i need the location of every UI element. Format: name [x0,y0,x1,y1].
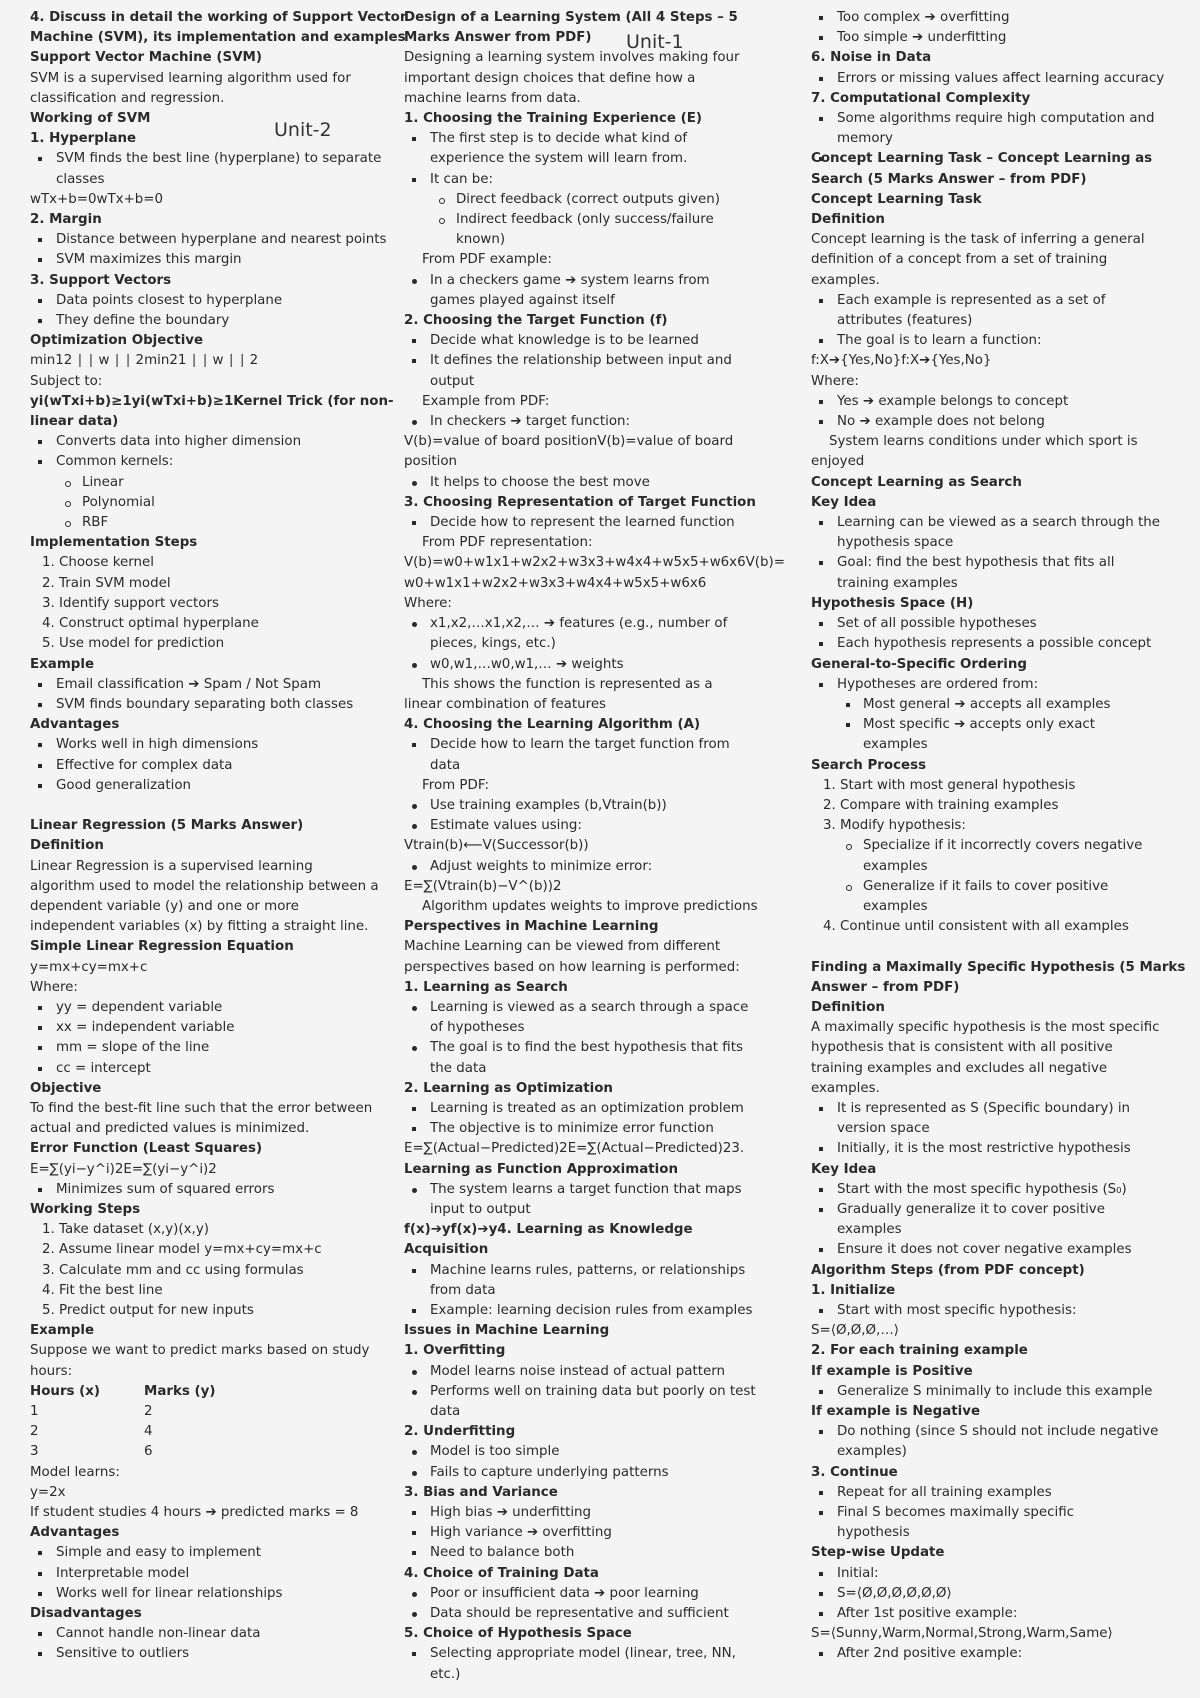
continuation-line: games played against itself [430,292,615,308]
paragraph-line: min12 ∣ ∣ w ∣ ∣ 2min21 ∣ ∣ w ∣ ∣ 2 [30,353,259,369]
paragraph-line: E=∑(Vtrain(b)−V^(b))2 [404,878,562,894]
bullet-item: Model is too simple [404,1442,764,1462]
paragraph-line: perspectives based on how learning is performed: [404,959,740,975]
heading: Search Process [811,757,927,773]
column-middle [404,8,785,1685]
indented-line: Example from PDF: [422,393,550,409]
bullet-item: They define the boundary [30,311,390,331]
heading: 3. Choosing Representation of Target Function [404,494,756,510]
paragraph-line: Machine Learning can be viewed from different [404,939,721,955]
bullet-item: Selecting appropriate model (linear, tree, NN, [404,1644,764,1664]
heading: Definition [30,838,104,854]
bullet-item: Goal: find the best hypothesis that fits all [811,553,1181,573]
paragraph-line: w0+w1x1+w2x2+w3x3+w4x4+w5x5+w6x6 [404,575,707,591]
table-cell: Hours (x) [30,1383,101,1399]
bullet-item: It helps to choose the best move [404,473,764,493]
paragraph-line: V(b)=w0+w1x1+w2x2+w3x3+w4x4+w5x5+w6x6V(b)= [404,555,785,571]
continuation-line: experience the system will learn from. [430,151,688,167]
paragraph-line: machine learns from data. [404,90,581,106]
heading: 1. Initialize [811,1282,896,1298]
bullet-item: The objective is to minimize error function [404,1119,764,1139]
sub-bullet-item: Direct feedback (correct outputs given) [404,190,764,210]
heading: 3. Bias and Variance [404,1484,558,1500]
continuation-line: of hypotheses [430,1020,525,1036]
numbered-item: 5. Use model for prediction [42,636,225,652]
heading: Algorithm Steps (from PDF concept) [811,1262,1085,1278]
numbered-item: 2. Assume linear model y=mx+cy=mx+c [42,1242,322,1258]
bullet-item: Hypotheses are ordered from: [811,675,1181,695]
paragraph-line: Subject to: [30,373,103,389]
paragraph-line: Concept learning is the task of inferring a general [811,232,1145,248]
spacer [30,796,390,816]
heading: Acquisition [404,1242,489,1258]
continuation-line: training examples [837,575,958,591]
paragraph-line: wTx+b=0wTx+b=0 [30,191,164,207]
paragraph-line: Linear Regression is a supervised learning [30,858,313,874]
paragraph-line: Model learns: [30,1464,120,1480]
bullet-item: mm = slope of the line [30,1038,390,1058]
bullet-item: Initially, it is the most restrictive hypothesis [811,1139,1181,1159]
heading: 3. Continue [811,1464,898,1480]
numbered-item: 2. Train SVM model [42,575,171,591]
continuation-line: known) [456,232,506,248]
bullet-item: SVM finds the best line (hyperplane) to separate [30,149,390,169]
paragraph-line: independent variables (x) by fitting a straight line. [30,919,369,935]
bullet-item: Decide what knowledge is to be learned [404,331,764,351]
bullet-item: Email classification ➔ Spam / Not Spam [30,675,390,695]
heading: 1. Learning as Search [404,979,568,995]
numbered-item: 3. Calculate mm and cc using formulas [42,1262,304,1278]
heading: Linear Regression (5 Marks Answer) [30,818,304,834]
bullet-item: Decide how to learn the target function from [404,735,764,755]
continuation-line: memory [837,131,893,147]
sub-bullet-item: Most specific ➔ accepts only exact [811,715,1181,735]
indented-line: This shows the function is represented as a [422,676,713,692]
heading: Concept Learning Task [811,191,982,207]
heading: If example is Negative [811,1404,981,1419]
heading: linear data) [30,414,119,430]
paragraph-line: S=⟨Sunny,Warm,Normal,Strong,Warm,Same⟩ [811,1626,1113,1642]
heading: 6. Noise in Data [811,50,932,66]
sub-bullet-item: Specialize if it incorrectly covers negative [811,836,1181,856]
bullet-item: Works well for linear relationships [30,1584,390,1604]
bullet-item: Set of all possible hypotheses [811,614,1181,634]
bullet-item: xx = independent variable [30,1018,390,1038]
bullet-item: Use training examples (b,Vtrain(b)) [404,796,764,816]
heading: Implementation Steps [30,535,198,551]
bullet-item: After 2nd positive example: [811,1644,1181,1664]
continuation-line: version space [837,1121,930,1137]
bullet-item: w0,w1,…w0,w1,… ➔ weights [404,655,764,675]
heading: 2. Margin [30,212,102,228]
heading: Issues in Machine Learning [404,1323,610,1339]
spacer [811,937,1181,957]
paragraph-line: examples. [811,1080,880,1096]
bullet-item: Sensitive to outliers [30,1644,390,1664]
bullet-item: Minimizes sum of squared errors [30,1180,390,1200]
bullet-item: It defines the relationship between input and [404,351,764,371]
bullet-item: Initial: [811,1564,1181,1584]
heading: Definition [811,999,885,1015]
heading: Objective [30,1080,102,1096]
bullet-item: Too complex ➔ overfitting [811,8,1181,28]
heading: 1. Hyperplane [30,131,137,147]
heading: Finding a Maximally Specific Hypothesis (5 Marks [811,959,1186,975]
heading: General-to-Specific Ordering [811,656,1027,672]
heading: Perspectives in Machine Learning [404,919,659,935]
bullet-item: High bias ➔ underfitting [404,1503,764,1523]
bullet-item: Fails to capture underlying patterns [404,1463,764,1483]
heading: Disadvantages [30,1606,142,1622]
bullet-item: Final S becomes maximally specific [811,1503,1181,1523]
heading: Search (5 Marks Answer – from PDF) [811,171,1087,187]
continuation-line: the data [430,1060,487,1076]
paragraph-line: important design choices that define how a [404,70,696,86]
heading: 1. Overfitting [404,1343,506,1359]
paragraph-line: enjoyed [811,454,865,470]
bullet-item: Errors or missing values affect learning accuracy [811,69,1181,89]
indented-line: From PDF representation: [422,535,593,551]
heading: Working of SVM [30,111,151,127]
heading: Machine (SVM), its implementation and examples [30,30,406,46]
paragraph-line: hours: [30,1363,73,1379]
paragraph-line: position [404,454,458,470]
table-cell: 6 [144,1444,153,1460]
numbered-item: 3. Modify hypothesis: [823,818,966,834]
heading: 1. Choosing the Training Experience (E) [404,111,702,127]
heading: Support Vector Machine (SVM) [30,50,263,66]
heading: 5. Choice of Hypothesis Space [404,1626,632,1642]
unit-label-1: Unit-1 [626,31,684,53]
unit-label-2: Unit-2 [274,119,332,141]
paragraph-line: If student studies 4 hours ➔ predicted marks = 8 [30,1505,359,1521]
continuation-line: from data [430,1282,496,1298]
heading: Concept Learning as Search [811,474,1022,490]
bullet-item: The first step is to decide what kind of [404,129,764,149]
bullet-item: Repeat for all training examples [811,1483,1181,1503]
table-cell: 1 [30,1404,39,1419]
continuation-line: output [430,373,475,389]
heading: Advantages [30,717,120,733]
indented-line: From PDF example: [422,252,552,268]
bullet-item: yy = dependent variable [30,998,390,1018]
heading: Answer – from PDF) [811,979,960,995]
bullet-item: Converts data into higher dimension [30,432,390,452]
heading: Simple Linear Regression Equation [30,939,294,955]
continuation-line: examples) [837,1444,907,1460]
bullet-item: Gradually generalize it to cover positive [811,1200,1181,1220]
column-left [30,8,407,1665]
heading: yi(wTxi+b)≥1yi(wTxi+b)≥1Kernel Trick (for non- [30,393,394,409]
table-row [30,1442,390,1462]
paragraph-line: V(b)=value of board positionV(b)=value of board [404,434,734,450]
sub-bullet-item: Linear [30,473,390,493]
bullet-item: Works well in high dimensions [30,735,390,755]
sub-bullet-item: Polynomial [30,493,390,513]
heading: 2. Learning as Optimization [404,1080,613,1096]
heading: Learning as Function Approximation [404,1161,678,1177]
bullet-item: The goal is to find the best hypothesis that fits [404,1038,764,1058]
sub-bullet-item: Generalize if it fails to cover positive [811,877,1181,897]
continuation-line: examples [837,1222,902,1238]
numbered-item: 4. Fit the best line [42,1282,163,1298]
sub-bullet-item: Most general ➔ accepts all examples [811,695,1181,715]
paragraph-line: S=⟨Ø,Ø,Ø,…⟩ [811,1323,899,1339]
heading: 3. Support Vectors [30,272,172,288]
heading: Concept Learning Task – Concept Learning as [811,151,1153,167]
bullet-item: The system learns a target function that maps [404,1180,764,1200]
bullet-item: S=⟨Ø,Ø,Ø,Ø,Ø,Ø⟩ [811,1584,1181,1604]
paragraph-line: Designing a learning system involves making four [404,50,740,66]
numbered-item: 4. Continue until consistent with all examples [823,919,1129,935]
table-cell: 2 [30,1424,39,1440]
bullet-item: Model learns noise instead of actual pattern [404,1362,764,1382]
bullet-item: Need to balance both [404,1543,764,1563]
bullet-item: Performs well on training data but poorly on test [404,1382,764,1402]
bullet-item: Do nothing (since S should not include negative [811,1422,1181,1442]
bullet-item: It can be: [404,170,764,190]
bullet-item: In a checkers game ➔ system learns from [404,271,764,291]
bullet-item: After 1st positive example: [811,1604,1181,1624]
paragraph-line: y=mx+cy=mx+c [30,959,148,975]
bullet-item: Decide how to represent the learned function [404,513,764,533]
heading: 4. Discuss in detail the working of Support Vector [30,10,407,25]
heading: Working Steps [30,1201,141,1217]
bullet-item: Yes ➔ example belongs to concept [811,392,1181,412]
continuation-line: data [430,1404,461,1420]
heading: 4. Choosing the Learning Algorithm (A) [404,717,701,733]
continuation-line: etc.) [430,1666,461,1682]
bullet-item: No ➔ example does not belong [811,412,1181,432]
indented-line: System learns conditions under which sport is [829,434,1138,450]
table-row [30,1422,390,1442]
bullet-item: Example: learning decision rules from examples [404,1301,764,1321]
continuation-line: pieces, kings, etc.) [430,636,556,652]
indented-line: Algorithm updates weights to improve predictions [422,898,758,914]
continuation-line: hypothesis [837,1525,910,1541]
paragraph-line: To find the best-fit line such that the error between [30,1100,373,1116]
paragraph-line: Where: [30,979,78,995]
paragraph-line: actual and predicted values is minimized. [30,1121,310,1137]
bullet-item: Effective for complex data [30,756,390,776]
continuation-line: attributes (features) [837,313,973,329]
sub-bullet-item: Indirect feedback (only success/failure [404,210,764,230]
numbered-item: 1. Choose kernel [42,555,154,571]
paragraph-line: dependent variable (y) and one or more [30,898,299,914]
bullet-item: SVM maximizes this margin [30,250,390,270]
bullet-item: Each example is represented as a set of [811,291,1181,311]
bullet-item: The goal is to learn a function: [811,331,1181,351]
heading: If example is Positive [811,1363,973,1379]
paragraph-line: hypothesis that is consistent with all positive [811,1040,1113,1056]
bullet-item: x1,x2,…x1,x2,… ➔ features (e.g., number of [404,614,764,634]
bullet-item: Cannot handle non-linear data [30,1624,390,1644]
paragraph-line: E=∑(Actual−Predicted)2E=∑(Actual−Predicted)23. [404,1141,745,1157]
bullet-item: In checkers ➔ target function: [404,412,764,432]
paragraph-line: Vtrain(b)⟵V(Successor(b)) [404,838,589,854]
heading: Marks Answer from PDF) [404,30,592,46]
continuation-line: input to output [430,1201,531,1217]
bullet-item: Start with most specific hypothesis: [811,1301,1181,1321]
numbered-item: 1. Start with most general hypothesis [823,777,1076,793]
heading: 7. Computational Complexity [811,90,1031,106]
table-cell: Marks (y) [144,1383,216,1399]
table-cell: 2 [144,1404,153,1419]
heading: Example [30,1323,95,1339]
heading: 2. Underfitting [404,1424,516,1440]
heading: Error Function (Least Squares) [30,1141,263,1157]
bullet-item: Distance between hyperplane and nearest points [30,230,390,250]
paragraph-line: algorithm used to model the relationship between a [30,878,379,894]
bullet-item: Interpretable model [30,1564,390,1584]
heading: Key Idea [811,494,877,510]
numbered-item: 5. Predict output for new inputs [42,1302,254,1318]
bullet-item: Learning can be viewed as a search through the [811,513,1181,533]
paragraph-line: A maximally specific hypothesis is the most specific [811,1020,1160,1036]
paragraph-line: f:X➔{Yes,No}f:X➔{Yes,No} [811,353,992,369]
continuation-line: classes [56,171,105,187]
continuation-line: examples [863,737,928,753]
sub-bullet-item: RBF [30,513,390,533]
heading: Design of a Learning System (All 4 Steps – 5 [404,10,738,25]
bullet-item: Learning is treated as an optimization problem [404,1099,764,1119]
heading: 4. Choice of Training Data [404,1565,599,1581]
column-right [811,8,1186,1665]
table-header-row [30,1382,390,1402]
bullet-item: Good generalization [30,776,390,796]
bullet-item: cc = intercept [30,1059,390,1079]
bullet-item: Estimate values using: [404,816,764,836]
paragraph-line: Where: [404,595,452,611]
paragraph-line: examples. [811,272,880,288]
bullet-item: Data should be representative and sufficient [404,1604,764,1624]
continuation-line: hypothesis space [837,535,954,551]
bullet-item: SVM finds boundary separating both classes [30,695,390,715]
paragraph-line: Suppose we want to predict marks based on study [30,1343,370,1359]
continuation-line: data [430,757,461,773]
heading: 2. For each training example [811,1343,1028,1359]
bullet-item: Adjust weights to minimize error: [404,857,764,877]
paragraph-line: linear combination of features [404,696,607,712]
paragraph-line: y=2x [30,1484,66,1500]
bullet-item: Some algorithms require high computation and [811,109,1181,129]
bullet-item: Machine learns rules, patterns, or relationships [404,1261,764,1281]
bullet-item: Poor or insufficient data ➔ poor learning [404,1584,764,1604]
bullet-item: Too simple ➔ underfitting [811,28,1181,48]
heading: Advantages [30,1525,120,1541]
paragraph-line: Where: [811,373,859,389]
bullet-item: Each hypothesis represents a possible concept [811,634,1181,654]
paragraph-line: SVM is a supervised learning algorithm used for [30,70,351,86]
bullet-item: Ensure it does not cover negative examples [811,1240,1181,1260]
bullet-item: It is represented as S (Specific boundary) in [811,1099,1181,1119]
paragraph-line: classification and regression. [30,90,225,106]
numbered-item: 1. Take dataset (x,y)(x,y) [42,1222,209,1238]
numbered-item: 2. Compare with training examples [823,797,1059,813]
bullet-item: Common kernels: [30,452,390,472]
bullet-item: Learning is viewed as a search through a space [404,998,764,1018]
numbered-item: 3. Identify support vectors [42,595,219,611]
heading: Step-wise Update [811,1545,945,1561]
numbered-item: 4. Construct optimal hyperplane [42,616,259,632]
bullet-item: Start with the most specific hypothesis (S₀) [811,1180,1181,1200]
bullet-item: Simple and easy to implement [30,1543,390,1563]
heading: Definition [811,212,885,228]
table-cell: 3 [30,1444,39,1460]
heading: Example [30,656,95,672]
bullet-item: High variance ➔ overfitting [404,1523,764,1543]
continuation-line: examples [863,898,928,914]
heading: Optimization Objective [30,333,204,349]
heading: 2. Choosing the Target Function (f) [404,313,668,329]
table-row [30,1402,390,1422]
continuation-line: examples [863,858,928,874]
heading: f(x)➔yf(x)➔y4. Learning as Knowledge [404,1222,693,1238]
table-cell: 4 [144,1424,153,1440]
heading: Key Idea [811,1161,877,1177]
paragraph-line: E=∑(yi−y^i)2E=∑(yi−y^i)2 [30,1161,217,1177]
paragraph-line: training examples and excludes all negative [811,1060,1108,1076]
bullet-item: Data points closest to hyperplane [30,291,390,311]
heading: Hypothesis Space (H) [811,595,974,611]
paragraph-line: definition of a concept from a set of training [811,252,1108,268]
indented-line: From PDF: [422,777,489,793]
bullet-item: Generalize S minimally to include this example [811,1382,1181,1402]
